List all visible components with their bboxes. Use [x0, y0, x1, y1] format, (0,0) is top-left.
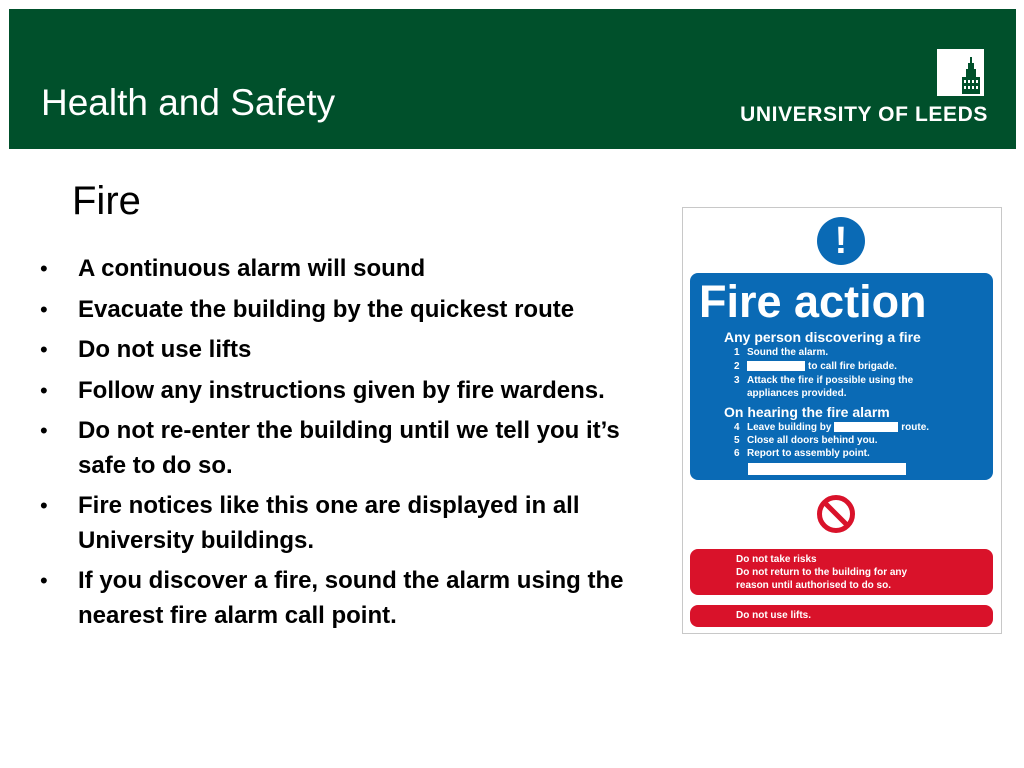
step-text: Report to assembly point.	[747, 448, 870, 459]
no-entry-icon	[816, 494, 856, 534]
bullet-text: Fire notices like this one are displayed in all University buildings.	[78, 492, 580, 554]
blank-field	[834, 422, 898, 432]
lifts-warning-panel	[690, 605, 993, 627]
bullet-marker: •	[40, 568, 48, 593]
step-number: 5	[734, 435, 740, 446]
bullet-text: If you discover a fire, sound the alarm using the nearest fire alarm call point.	[78, 567, 624, 629]
university-logo-icon	[937, 49, 984, 96]
bullet-text: Do not re-enter the building until we tell you it’s safe to do so.	[78, 417, 620, 479]
slide-header	[9, 9, 1016, 149]
bullet-item	[40, 293, 640, 328]
step-text: Close all doors behind you.	[747, 435, 878, 446]
step-number: 2	[734, 361, 740, 372]
warning-line: Do not take risks	[736, 554, 817, 565]
bullet-marker: •	[40, 337, 48, 362]
discover-heading: Any person discovering a fire	[724, 329, 921, 345]
fire-action-panel	[690, 273, 993, 480]
bullet-item	[40, 374, 640, 409]
step-number: 3	[734, 375, 740, 386]
slide-title: Fire	[72, 179, 141, 223]
step-text-after: route.	[901, 422, 930, 433]
university-logo-text: UNIVERSITY OF LEEDS	[740, 103, 988, 126]
bullet-text: A continuous alarm will sound	[78, 255, 426, 282]
bullet-text: Do not use lifts	[78, 336, 252, 363]
bullet-item	[40, 414, 640, 483]
bullet-marker: •	[40, 377, 48, 403]
header-title: Health and Safety	[41, 82, 336, 123]
fire-action-sign	[682, 207, 1002, 634]
bullet-text: Follow any instructions given by fire wardens.	[78, 376, 605, 404]
bullet-list	[40, 252, 640, 639]
step-number: 6	[734, 448, 740, 459]
discover-step	[734, 346, 828, 359]
step-number: 4	[734, 422, 740, 433]
step-text: Attack the fire if possible using the	[747, 375, 914, 386]
bullet-item	[40, 333, 640, 368]
warning-panel	[690, 549, 993, 595]
hearing-step	[734, 434, 878, 447]
bullet-item	[40, 564, 640, 633]
bullet-item	[40, 489, 640, 558]
step-text: Sound the alarm.	[747, 347, 829, 358]
assembly-point-blank	[748, 463, 906, 475]
hearing-step	[734, 447, 870, 460]
bullet-text: Evacuate the building by the quickest route	[78, 295, 575, 323]
bullet-marker: •	[40, 493, 48, 518]
warning-line: Do not return to the building for any	[736, 567, 908, 578]
warning-line: reason until authorised to do so.	[736, 580, 892, 591]
blank-field	[747, 361, 805, 371]
discover-step	[734, 387, 846, 400]
sign-heading: Fire action	[699, 276, 927, 327]
bullet-marker: •	[40, 256, 48, 281]
warning-line: Do not use lifts.	[736, 610, 811, 621]
discover-step	[734, 374, 913, 387]
hearing-step	[734, 421, 929, 434]
hearing-heading: On hearing the fire alarm	[724, 404, 890, 420]
bullet-marker: •	[40, 418, 48, 443]
bullet-item	[40, 252, 640, 287]
step-text: Leave building by	[747, 422, 832, 433]
bullet-marker: •	[40, 296, 48, 322]
step-text: to call fire brigade.	[808, 361, 897, 372]
discover-step	[734, 360, 897, 373]
tower-icon	[937, 49, 984, 96]
exclamation-icon: !	[817, 217, 865, 265]
step-text: appliances provided.	[747, 388, 847, 399]
step-number: 1	[734, 347, 740, 358]
